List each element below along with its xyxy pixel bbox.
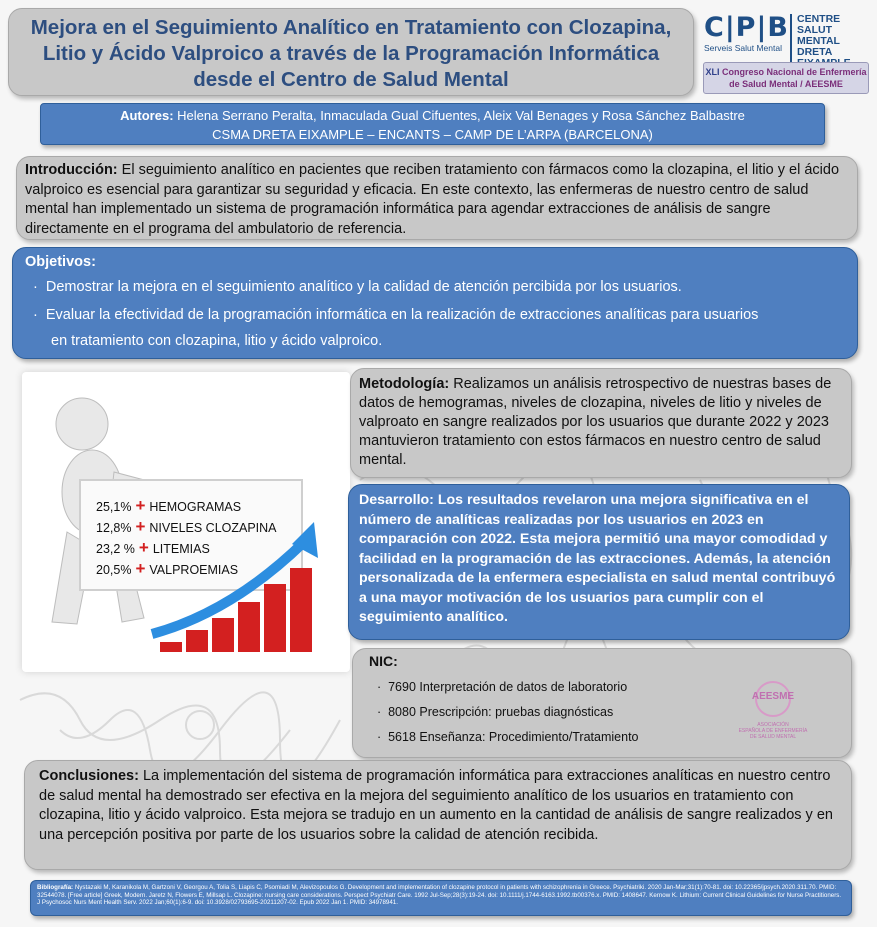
intro-text: El seguimiento analítico en pacientes que reciben tratamiento con fármacos como la clozapina, el litio y el ácido valproico es esencial para garantizar su seguridad y eficacia. En este contexto, las enfermeras de nuestro centro de salud mental han implementado un sistema de programación informática para agendar extracciones de análisis de sangre directamente en el programa del ambulatorio de referencia.	[25, 162, 840, 237]
results-illustration	[22, 372, 350, 672]
conclusiones-section	[24, 760, 852, 870]
conclusiones-label: Conclusiones:	[39, 768, 139, 784]
poster-title: Mejora en el Seguimiento Analítico en Tratamiento con Clozapina, Litio y Ácido Valproico a través de la Programación Informática desde el Centro de Salud Mental	[8, 8, 694, 96]
nic-item: · 5618 Enseñanza: Procedimiento/Tratamiento	[377, 730, 639, 744]
bibliography-section	[30, 880, 852, 916]
authors-names: Helena Serrano Peralta, Inmaculada Gual Cifuentes, Aleix Val Benages y Rosa Sánchez Balbastre	[177, 108, 745, 123]
nic-item: · 7690 Interpretación de datos de laboratorio	[377, 680, 628, 694]
stat-row: 23,2 % + LITEMIAS	[96, 538, 210, 557]
bibliography-text: Nystazaki M, Karanikola M, Gartzoni V, Georgou A, Tolia S, Liapis C, Psomiadi M, Alevizopoulos G. Development and implementation of clozapine protocol in patients with schizophrenia in Greece. Psychiatriki. 2020 Jan-Mar;31(1):70-81. doi: 10.22365/jpsych.2020.311.70. PMID: 32544078. [Free article] Greek, Modern. Jaretz N, Flowers E, Millsap L. Clozapine: nursing care considerations. Perspect Psychiatr Care. 1992 Jul-Sep;28(3):19-24. doi: 10.1111/j.1744-6163.1992.tb00376.x. PMID: 1408647. Kernow K. Lithium: Current Clinical Guidelines for Nurse Practitioners. J Psychosoc Nurs Ment Health Serv. 2022 Jan;60(1):6-9. doi: 10.3928/02793695-20211207-02. Epub 2022 Jan 1. PMID: 34978941.	[37, 884, 842, 907]
congress-badge	[703, 62, 869, 94]
objetivo-item: · Evaluar la efectividad de la programación informática en la realización de extracciones analíticas para usuarios	[33, 307, 759, 323]
metodologia-label: Metodología:	[359, 376, 450, 392]
intro-section	[16, 156, 858, 240]
authors-banner	[40, 103, 825, 145]
bibliography-label: Bibliografía:	[37, 884, 74, 891]
stat-row: 12,8% + NIVELES CLOZAPINA	[96, 517, 277, 536]
bar	[186, 630, 208, 652]
bar	[264, 584, 286, 652]
cpb-logo-name-line: CENTRE	[797, 13, 841, 25]
objetivo-item: · Demostrar la mejora en el seguimiento analítico y la calidad de atención percibida por los usuarios.	[33, 279, 682, 295]
stat-row: 20,5% + VALPROEMIAS	[96, 559, 239, 578]
objetivos-section	[12, 247, 858, 359]
nic-section	[352, 648, 852, 758]
metodologia-text: Realizamos un análisis retrospectivo de nuestras bases de datos de hemogramas, niveles de clozapina, niveles de litio y niveles de valproato en sangre realizados por los usuarios que durante 2022 y 2023 mantuvieron tratamiento con estos fármacos en nuestro centro de salud mental.	[359, 376, 832, 468]
bar	[160, 642, 182, 652]
desarrollo-section: Desarrollo: Los resultados revelaron una mejora significativa en el número de analíticas realizadas por los usuarios en 2023 en comparación con 2022. Esta mejora permitió una mayor comodidad y facilidad en la programación de las extracciones. Además, la atención personalizada de la enfermera especialista en salud mental contribuyó a una mayor motivación de los usuarios para cumplir con el seguimiento analítico.	[348, 484, 850, 640]
cpb-logo-subtitle: Serveis Salut Mental	[704, 43, 782, 53]
cpb-logo-name	[790, 14, 872, 69]
bar	[290, 568, 312, 652]
nic-item: · 8080 Prescripción: pruebas diagnósticas	[377, 705, 614, 719]
cpb-logo-letters: C|P|B	[704, 12, 789, 43]
cpb-logo-name-line: DRETA	[797, 46, 832, 58]
conclusiones-text: La implementación del sistema de programación informática para extracciones analíticas en nuestro centro de salud mental ha demostrado ser efectiva en la mejora del seguimiento analítico de los usuarios en tratamiento con clozapina, litio y ácido valproico. Esta mejora se tradujo en un aumento en la cantidad de análisis de sangre realizados y en una percepción positiva por parte de los usuarios sobre la calidad de atención recibida.	[39, 768, 833, 843]
bar	[238, 602, 260, 652]
objetivo-item-continuation: en tratamiento con clozapina, litio y ácido valproico.	[51, 333, 383, 349]
cpb-logo	[700, 10, 872, 58]
nic-label: NIC:	[369, 653, 398, 669]
intro-label: Introducción:	[25, 162, 118, 178]
aeesme-line: DE SALUD MENTAL	[749, 734, 797, 740]
authors-label: Autores:	[120, 108, 174, 123]
aeesme-mark: AEESME	[751, 691, 795, 702]
congress-number: XLI	[705, 67, 720, 77]
cpb-logo-name-line: SALUT MENTAL	[797, 24, 840, 47]
metodologia-section	[350, 368, 852, 478]
stat-row: 25,1% + HEMOGRAMAS	[96, 496, 242, 515]
aeesme-logo	[723, 679, 823, 754]
bar	[212, 618, 234, 652]
congress-text: Congreso Nacional de Enfermería de Salud Mental / AEESME	[721, 67, 867, 89]
objetivos-label: Objetivos:	[25, 254, 96, 270]
aeesme-line: ASOCIACIÓN	[757, 722, 789, 728]
authors-affiliation: CSMA DRETA EIXAMPLE – ENCANTS – CAMP DE L’ARPA (BARCELONA)	[212, 127, 653, 142]
aeesme-line: ESPAÑOLA DE ENFERMERÍA	[738, 728, 808, 734]
